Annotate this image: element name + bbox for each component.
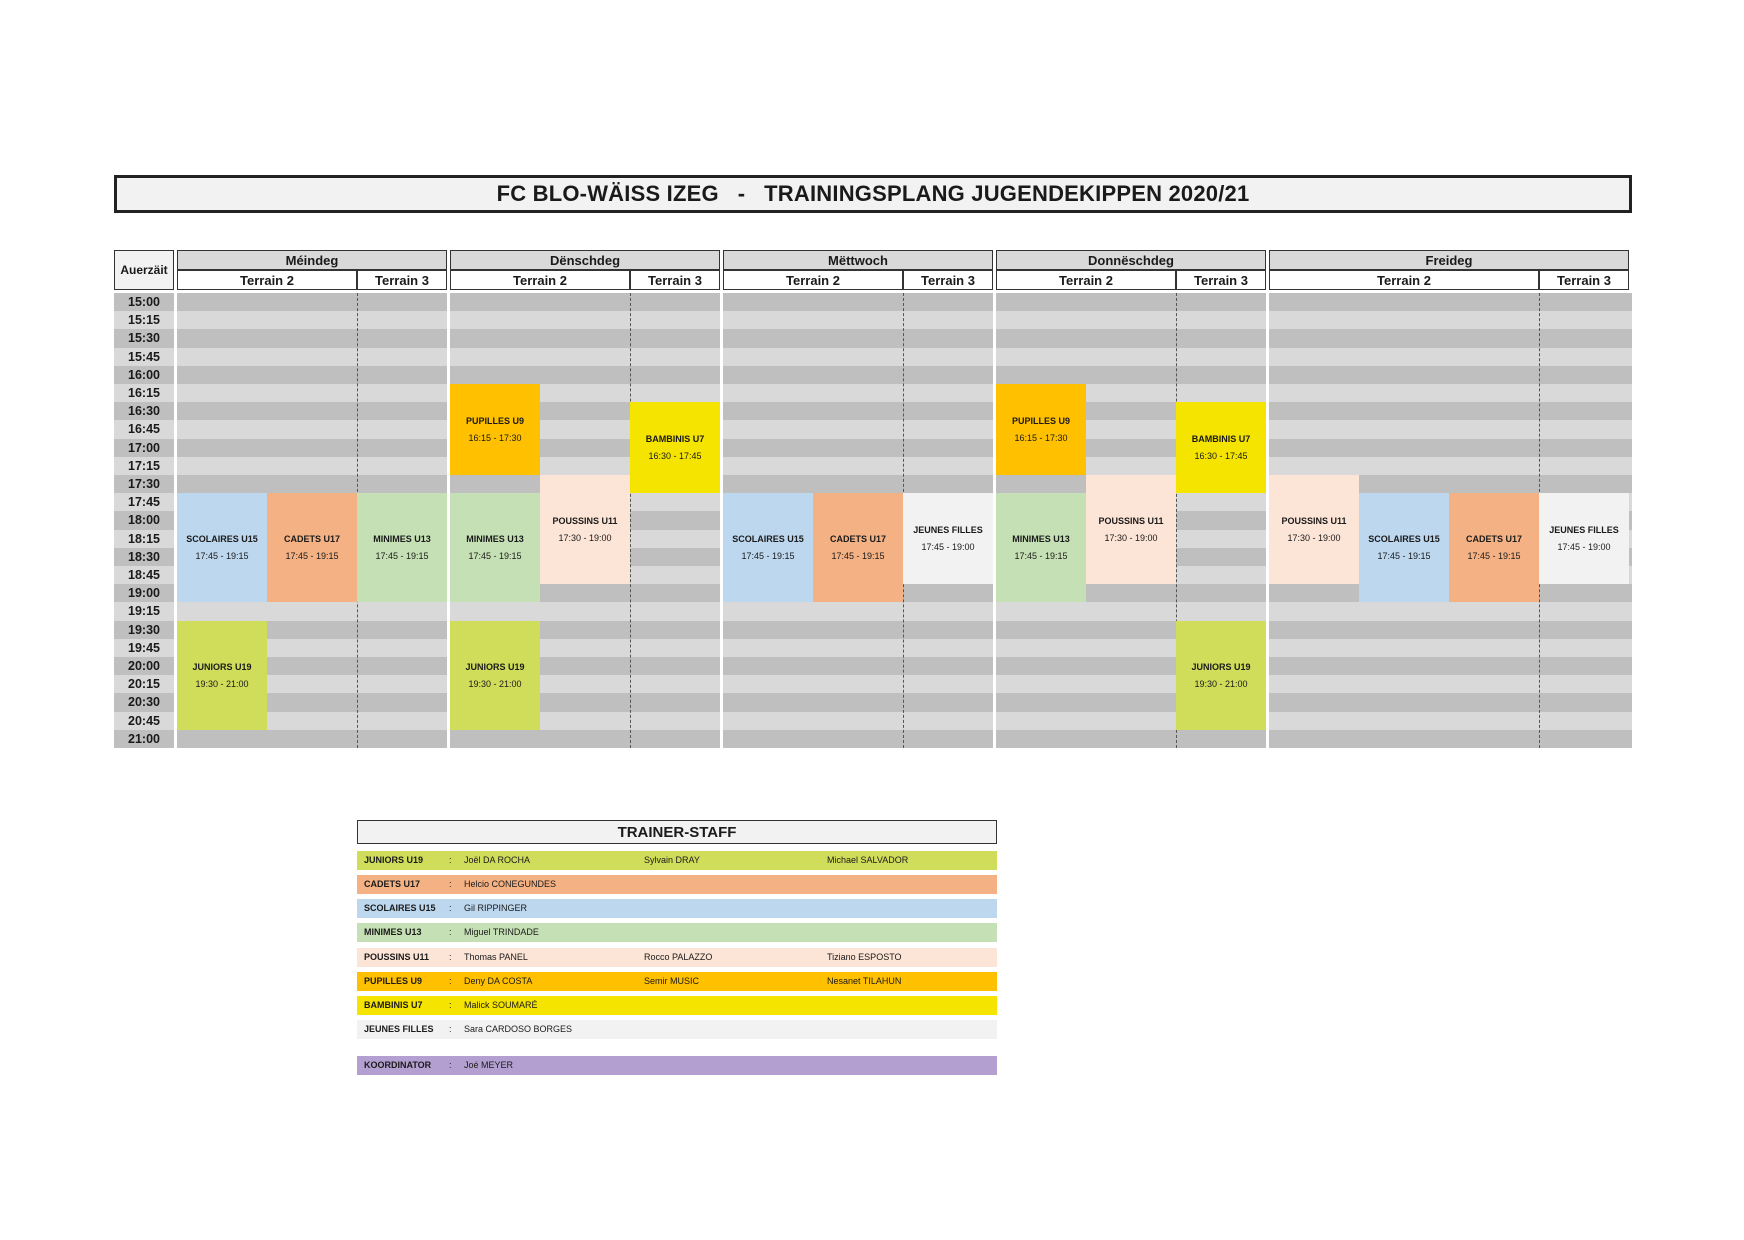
session-block xyxy=(1449,493,1539,602)
terrain-header: Terrain 2 xyxy=(450,270,630,290)
session-team: JUNIORS U19 xyxy=(192,661,252,672)
time-row xyxy=(177,311,1632,329)
session-time: 17:45 - 19:15 xyxy=(1014,551,1068,562)
session-block xyxy=(450,621,540,730)
trainer-name: Joël DA ROCHA xyxy=(464,855,531,865)
session-block xyxy=(996,493,1086,602)
session-team: PUPILLES U9 xyxy=(1011,416,1070,426)
time-label: 15:45 xyxy=(114,348,174,366)
trainer-name: Semir MUSIC xyxy=(644,976,700,986)
staff-row xyxy=(357,1056,997,1075)
session-block xyxy=(1176,621,1266,730)
session-time: 17:30 - 19:00 xyxy=(1287,533,1341,544)
session-block xyxy=(723,493,813,602)
terrain-header: Terrain 3 xyxy=(1176,270,1266,290)
staff-team: JUNIORS U19 xyxy=(364,855,424,865)
staff-row xyxy=(357,1020,997,1039)
staff-row xyxy=(357,875,997,894)
session-team: BAMBINIS U7 xyxy=(645,434,705,445)
session-team: JEUNES FILLES xyxy=(913,525,983,536)
time-label: 20:15 xyxy=(114,675,174,693)
session-time: 19:30 - 21:00 xyxy=(1194,678,1248,689)
terrain-header: Terrain 2 xyxy=(177,270,357,290)
staff-team: MINIMES U13 xyxy=(364,927,422,937)
session-block xyxy=(177,493,267,602)
time-row xyxy=(177,657,1632,675)
time-label: 15:15 xyxy=(114,311,174,329)
terrain-header: Terrain 2 xyxy=(1269,270,1539,290)
time-row xyxy=(177,621,1632,639)
time-column-header: Auerzäit xyxy=(114,250,174,290)
trainer-name: Nesanet TILAHUN xyxy=(827,976,902,986)
staff-team: JEUNES FILLES xyxy=(364,1024,434,1034)
time-label: 18:15 xyxy=(114,530,174,548)
session-time: 17:30 - 19:00 xyxy=(1104,533,1158,544)
session-time: 16:30 - 17:45 xyxy=(648,451,702,462)
trainer-name: Michael SALVADOR xyxy=(827,855,909,865)
time-row xyxy=(177,329,1632,347)
staff-row xyxy=(357,899,997,918)
time-label: 17:00 xyxy=(114,439,174,457)
day-header: Freideg xyxy=(1269,250,1629,270)
time-row xyxy=(177,439,1632,457)
staff-separator: : xyxy=(449,927,452,937)
time-row xyxy=(177,475,1632,493)
session-block xyxy=(1359,493,1449,602)
trainer-name: Thomas PANEL xyxy=(464,952,528,962)
day-header: Dënschdeg xyxy=(450,250,720,270)
session-time: 17:45 - 19:15 xyxy=(468,551,522,562)
time-row xyxy=(177,712,1632,730)
terrain-header: Terrain 3 xyxy=(1539,270,1629,290)
staff-row xyxy=(357,923,997,942)
session-team: JUNIORS U19 xyxy=(465,661,525,672)
time-row xyxy=(177,293,1632,311)
time-row xyxy=(177,402,1632,420)
staff-separator: : xyxy=(449,952,452,962)
staff-title: TRAINER-STAFF xyxy=(357,820,997,844)
time-label: 16:45 xyxy=(114,420,174,438)
session-time: 17:45 - 19:15 xyxy=(375,551,429,562)
session-block xyxy=(357,493,447,602)
session-block xyxy=(1269,475,1359,584)
time-row xyxy=(177,348,1632,366)
staff-team: PUPILLES U9 xyxy=(364,976,423,986)
session-block xyxy=(630,402,720,493)
session-team: MINIMES U13 xyxy=(466,534,524,545)
session-team: PUPILLES U9 xyxy=(465,416,524,426)
time-label: 18:45 xyxy=(114,566,174,584)
time-label: 16:15 xyxy=(114,384,174,402)
staff-team: BAMBINIS U7 xyxy=(364,1000,423,1010)
session-time: 17:45 - 19:15 xyxy=(1467,551,1521,562)
staff-team: POUSSINS U11 xyxy=(364,952,430,962)
staff-team: KOORDINATOR xyxy=(364,1060,432,1070)
trainer-name: Rocco PALAZZO xyxy=(644,952,713,962)
trainer-name: Joé MEYER xyxy=(464,1060,514,1070)
session-block xyxy=(540,475,630,584)
time-label: 19:00 xyxy=(114,584,174,602)
time-row xyxy=(177,639,1632,657)
session-team: CADETS U17 xyxy=(283,534,340,545)
session-team: JUNIORS U19 xyxy=(1191,661,1251,672)
session-time: 19:30 - 21:00 xyxy=(195,678,249,689)
terrain-header: Terrain 2 xyxy=(996,270,1176,290)
time-row xyxy=(177,384,1632,402)
time-label: 17:15 xyxy=(114,457,174,475)
session-block xyxy=(1176,402,1266,493)
staff-separator: : xyxy=(449,903,452,913)
session-team: MINIMES U13 xyxy=(373,534,431,545)
trainer-name: Gil RIPPINGER xyxy=(464,903,528,913)
time-label: 15:00 xyxy=(114,293,174,311)
session-time: 17:45 - 19:00 xyxy=(1557,542,1611,553)
session-block xyxy=(996,384,1086,475)
page-title: FC BLO-WÄISS IZEG - TRAININGSPLANG JUGENDEKIPPEN 2020/21 xyxy=(114,175,1632,213)
time-label: 19:45 xyxy=(114,639,174,657)
session-block xyxy=(177,621,267,730)
staff-row xyxy=(357,996,997,1015)
time-label: 17:30 xyxy=(114,475,174,493)
time-label: 17:45 xyxy=(114,493,174,511)
staff-team: SCOLAIRES U15 xyxy=(364,903,436,913)
session-team: CADETS U17 xyxy=(829,534,886,545)
trainer-name: Tiziano ESPOSTO xyxy=(827,952,902,962)
staff-row xyxy=(357,972,997,991)
time-label: 20:00 xyxy=(114,657,174,675)
day-header: Donnëschdeg xyxy=(996,250,1266,270)
time-label: 20:45 xyxy=(114,712,174,730)
session-team: SCOLAIRES U15 xyxy=(732,534,804,545)
terrain-header: Terrain 2 xyxy=(723,270,903,290)
time-label: 18:00 xyxy=(114,511,174,529)
trainer-name: Helcio CONEGUNDES xyxy=(464,879,557,889)
session-team: POUSSINS U11 xyxy=(1281,516,1347,527)
time-label: 21:00 xyxy=(114,730,174,748)
staff-separator: : xyxy=(449,1024,452,1034)
staff-separator: : xyxy=(449,976,452,986)
day-header: Mëttwoch xyxy=(723,250,993,270)
session-time: 19:30 - 21:00 xyxy=(468,678,522,689)
staff-separator: : xyxy=(449,1060,452,1070)
terrain-header: Terrain 3 xyxy=(630,270,720,290)
staff-row xyxy=(357,851,997,870)
time-label: 16:00 xyxy=(114,366,174,384)
session-team: SCOLAIRES U15 xyxy=(186,534,258,545)
trainer-name: Sara CARDOSO BORGES xyxy=(464,1024,573,1034)
session-block xyxy=(450,493,540,602)
session-block xyxy=(813,493,903,602)
session-block xyxy=(1539,493,1629,584)
session-team: JEUNES FILLES xyxy=(1549,525,1619,536)
staff-row xyxy=(357,948,997,967)
session-block xyxy=(1086,475,1176,584)
session-team: CADETS U17 xyxy=(1465,534,1522,545)
time-row xyxy=(177,602,1632,620)
time-row xyxy=(177,420,1632,438)
time-row xyxy=(177,457,1632,475)
staff-separator: : xyxy=(449,1000,452,1010)
session-time: 16:15 - 17:30 xyxy=(1014,433,1068,443)
session-team: MINIMES U13 xyxy=(1012,534,1070,545)
session-time: 17:45 - 19:15 xyxy=(285,551,339,562)
session-time: 16:30 - 17:45 xyxy=(1194,451,1248,462)
session-time: 17:45 - 19:15 xyxy=(741,551,795,562)
staff-separator: : xyxy=(449,879,452,889)
time-row xyxy=(177,366,1632,384)
session-block xyxy=(267,493,357,602)
session-time: 17:30 - 19:00 xyxy=(558,533,612,544)
staff-separator: : xyxy=(449,855,452,865)
session-block xyxy=(450,384,540,475)
session-team: POUSSINS U11 xyxy=(1098,516,1164,527)
time-label: 18:30 xyxy=(114,548,174,566)
time-label: 20:30 xyxy=(114,693,174,711)
time-label: 15:30 xyxy=(114,329,174,347)
time-label: 19:15 xyxy=(114,602,174,620)
session-time: 16:15 - 17:30 xyxy=(468,433,522,443)
time-row xyxy=(177,675,1632,693)
trainer-name: Sylvain DRAY xyxy=(644,855,700,865)
terrain-separator xyxy=(630,293,631,748)
session-time: 17:45 - 19:15 xyxy=(831,551,885,562)
trainer-name: Malick SOUMARÉ xyxy=(464,1000,538,1010)
session-team: SCOLAIRES U15 xyxy=(1368,534,1440,545)
session-time: 17:45 - 19:00 xyxy=(921,542,975,553)
session-team: POUSSINS U11 xyxy=(552,516,618,527)
trainer-name: Miguel TRINDADE xyxy=(464,927,539,937)
time-label: 19:30 xyxy=(114,621,174,639)
time-label: 16:30 xyxy=(114,402,174,420)
session-time: 17:45 - 19:15 xyxy=(1377,551,1431,562)
session-block xyxy=(903,493,993,584)
terrain-header: Terrain 3 xyxy=(903,270,993,290)
staff-team: CADETS U17 xyxy=(364,879,421,889)
time-row xyxy=(177,730,1632,748)
day-header: Méindeg xyxy=(177,250,447,270)
time-row xyxy=(177,693,1632,711)
trainer-name: Deny DA COSTA xyxy=(464,976,533,986)
terrain-header: Terrain 3 xyxy=(357,270,447,290)
session-time: 17:45 - 19:15 xyxy=(195,551,249,562)
session-team: BAMBINIS U7 xyxy=(1191,434,1251,445)
